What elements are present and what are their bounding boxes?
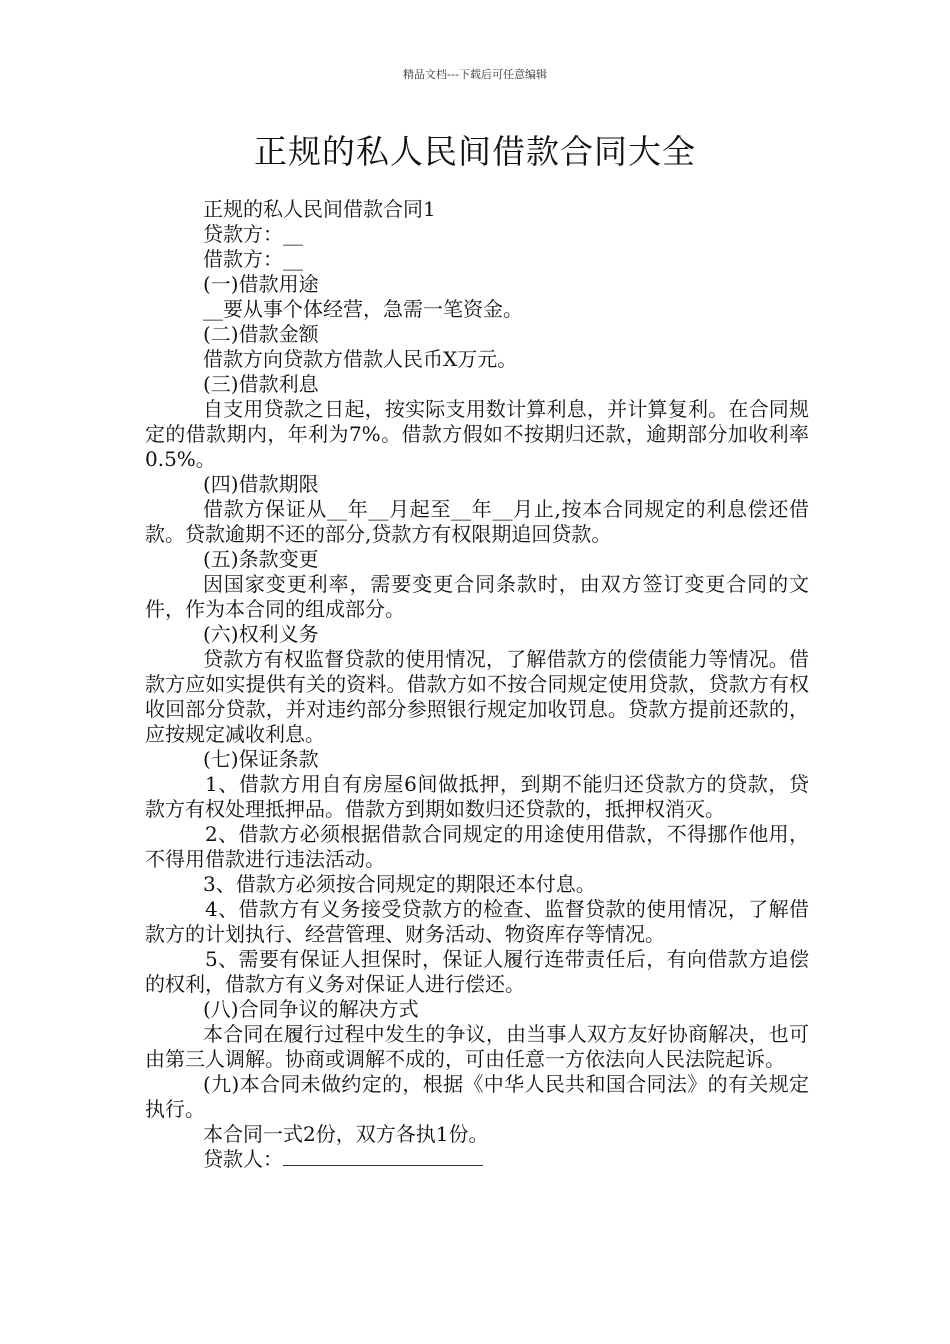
document-body [145,197,809,1172]
clause-text: __要从事个体经营，急需一笔资金。 [203,297,523,321]
clause-item: 3、借款方必须按合同规定的期限还本付息。 [203,872,596,896]
borrower-line: 借款方：__ [203,247,303,271]
clause-item: 2、借款方必须根据借款合同规定的用途使用借款，不得挪作他用，不得用借款进行违法活动。 [145,822,809,871]
clause-heading: (一)借款用途 [203,272,319,296]
clause-heading: (五)条款变更 [203,547,319,571]
clause-text: 自支用贷款之日起，按实际支用数计算利息，并计算复利。在合同规定的借款期内，年利为7%。借款方假如不按期归还款，逾期部分加收利率0.5%。 [145,397,809,471]
clause-heading: (八)合同争议的解决方式 [203,997,419,1021]
clause-heading: (二)借款金额 [203,322,319,346]
clause-text: 借款方向贷款方借款人民币X万元。 [203,347,518,371]
clause-text: 贷款方有权监督贷款的使用情况，了解借款方的偿债能力等情况。借款方应如实提供有关的资料。借款方如不按合同规定使用贷款，贷款方有权收回部分贷款，并对违约部分参照银行规定加收罚息。贷款方提前还款的，应按规定减收利息。 [145,647,809,746]
clause-text: 本合同在履行过程中发生的争议，由当事人双方友好协商解决，也可由第三人调解。协商或调解不成的，可由任意一方依法向人民法院起诉。 [145,1022,809,1071]
clause-text: (九)本合同未做约定的，根据《中华人民共和国合同法》的有关规定执行。 [145,1072,809,1121]
clause-heading: (四)借款期限 [203,472,319,496]
signature-row [145,1147,809,1172]
clause-heading: (七)保证条款 [203,747,319,771]
clause-item: 5、需要有保证人担保时，保证人履行连带责任后，有向借款方追偿的权利，借款方有义务对保证人进行偿还。 [145,947,809,996]
clause-heading: (六)权利义务 [203,622,319,646]
clause-item: 4、借款方有义务接受贷款方的检查、监督贷款的使用情况，了解借款方的计划执行、经营管理、财务活动、物资库存等情况。 [145,897,809,946]
section-heading: 正规的私人民间借款合同1 [203,197,436,221]
lender-line: 贷款方：__ [203,222,303,246]
page-header-note: 精品文档---下载后可任意编辑 [403,68,547,81]
clause-text: 因国家变更利率，需要变更合同条款时，由双方签订变更合同的文件，作为本合同的组成部分。 [145,572,809,621]
signature-line [283,1147,483,1166]
clause-text: 本合同一式2份，双方各执1份。 [203,1122,489,1146]
clause-item: 1、借款方用自有房屋6间做抵押，到期不能归还贷款方的贷款，贷款方有权处理抵押品。借款方到期如数归还贷款的，抵押权消灭。 [145,772,809,821]
clause-text: 借款方保证从__年__月起至__年__月止,按本合同规定的利息偿还借款。贷款逾期不还的部分,贷款方有权限期追回贷款。 [145,497,809,546]
signature-label: 贷款人： [203,1147,283,1171]
clause-heading: (三)借款利息 [203,372,319,396]
document-title: 正规的私人民间借款合同大全 [254,132,696,171]
